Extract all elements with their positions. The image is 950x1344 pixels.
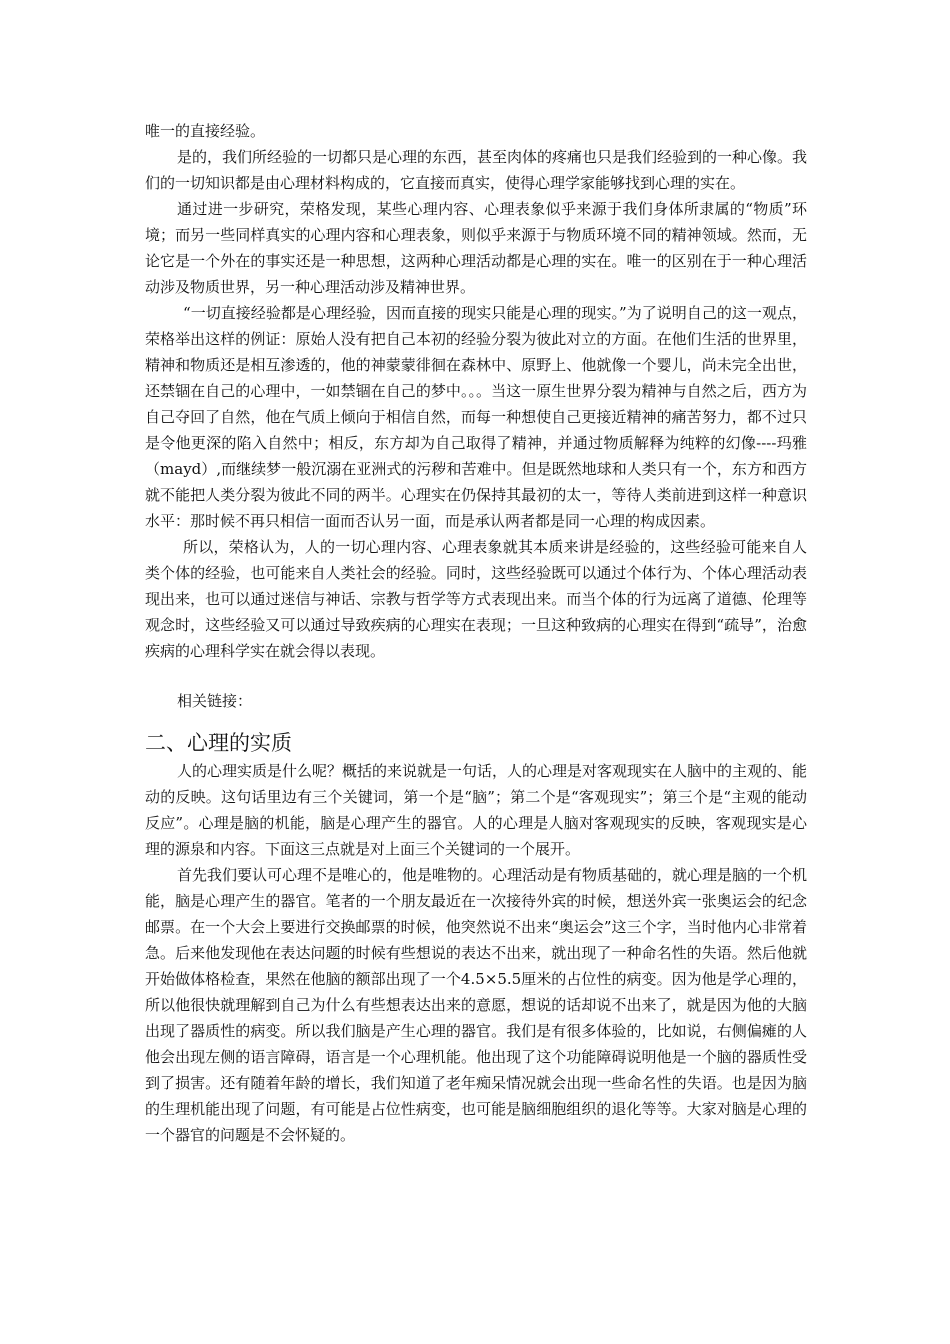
document-page bbox=[145, 118, 807, 1148]
paragraph: 首先我们要认可心理不是唯心的，他是唯物的。心理活动是有物质基础的，就心理是脑的一个机能，脑是心理产生的器官。笔者的一个朋友最近在一次接待外宾的时候，想送外宾一张奥运会的纪念邮票。在一个大会上要进行交换邮票的时候，他突然说不出来“奥运会”这三个字，当时他内心非常着急。后来他发现他在表达问题的时候有些想说的表达不出来，就出现了一种命名性的失语。然后他就开始做体格检查，果然在他脑的额部出现了一个4.5×5.5厘米的占位性的病变。因为他是学心理的，所以他很快就理解到自己为什么有些想表达出来的意愿，想说的话却说不出来了，就是因为他的大脑出现了器质性的病变。所以我们脑是产生心理的器官。我们是有很多体验的，比如说，右侧偏瘫的人他会出现左侧的语言障碍，语言是一个心理机能。他出现了这个功能障碍说明他是一个脑的器质性受到了损害。还有随着年龄的增长，我们知道了老年痴呆情况就会出现一些命名性的失语。也是因为脑的生理机能出现了问题，有可能是占位性病变，也可能是脑细胞组织的退化等等。大家对脑是心理的一个器官的问题是不会怀疑的。 bbox=[145, 866, 808, 1144]
section-heading: 二、心理的实质 bbox=[145, 731, 292, 755]
paragraph: 所以，荣格认为，人的一切心理内容、心理表象就其本质来讲是经验的，这些经验可能来自人类个体的经验，也可能来自人类社会的经验。同时，这些经验既可以通过个体行为、个体心理活动表现出来，也可以通过迷信与神话、宗教与哲学等方式表现出来。而当个体的行为远离了道德、伦理等观念时，这些经验又可以通过导致疾病的心理实在表现；一旦这种致病的心理实在得到“疏导”，治愈疾病的心理科学实在就会得以表现。 bbox=[145, 538, 807, 660]
paragraph: 是的，我们所经验的一切都只是心理的东西，甚至肉体的疼痛也只是我们经验到的一种心像。我们的一切知识都是由心理材料构成的，它直接而真实，使得心理学家能够找到心理的实在。 bbox=[145, 148, 808, 192]
related-links-label: 相关链接： bbox=[177, 692, 253, 710]
paragraph: 人的心理实质是什么呢？概括的来说就是一句话，人的心理是对客观现实在人脑中的主观的、能动的反映。这句话里边有三个关键词，第一个是“脑”；第二个是“客观现实”；第三个是“主观的能动反应”。心理是脑的机能，脑是心理产生的器官。人的心理是人脑对客观现实的反映，客观现实是心理的源泉和内容。下面这三点就是对上面三个关键词的一个展开。 bbox=[145, 762, 808, 858]
paragraph: 通过进一步研究，荣格发现，某些心理内容、心理表象似乎来源于我们身体所隶属的“物质”环境；而另一些同样真实的心理内容和心理表象，则似乎来源于与物质环境不同的精神领域。然而，无论它是一个外在的事实还是一种思想，这两种心理活动都是心理的实在。唯一的区别在于一种心理活动涉及物质世界，另一种心理活动涉及精神世界。 bbox=[145, 200, 807, 296]
spacer bbox=[145, 664, 807, 688]
paragraph-continuation: 唯一的直接经验。 bbox=[145, 122, 266, 140]
paragraph: “一切直接经验都是心理经验，因而直接的现实只能是心理的现实。”为了说明自己的这一观点，荣格举出这样的例证：原始人没有把自己本初的经验分裂为彼此对立的方面。在他们生活的世界里，精神和物质还是相互渗透的，他的神蒙蒙徘徊在森林中、原野上、他就像一个婴儿，尚未完全出世，还禁锢在自己的心理中，一如禁锢在自己的梦中。。。当这一原生世界分裂为精神与自然之后，西方为自己夺回了自然，他在气质上倾向于相信自然，而每一种想使自己更接近精神的痛苦努力，都不过只是令他更深的陷入自然中；相反，东方却为自己取得了精神，并通过物质解释为纯粹的幻像----玛雅（mayd）,而继续梦一般沉溺在亚洲式的污秽和苦难中。但是既然地球和人类只有一个，东方和西方就不能把人类分裂为彼此不同的两半。心理实在仍保持其最初的太一，等待人类前进到这样一种意识水平：那时候不再只相信一面而否认另一面，而是承认两者都是同一心理的构成因素。 bbox=[145, 304, 807, 530]
